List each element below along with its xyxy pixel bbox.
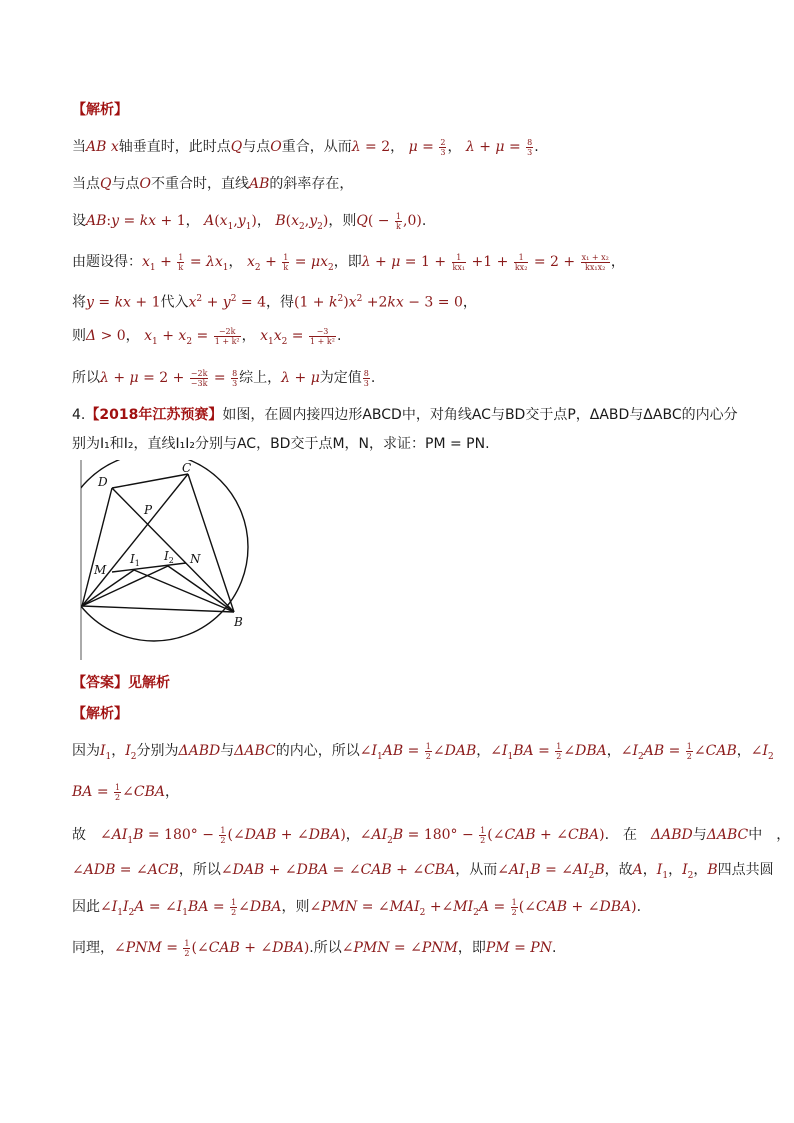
solution-line-5: 将y = kx + 1代入$x^2 + y^2 = 4$，得$(1 + k^2)x^2 +2kx - 3 = 0$， [72, 294, 477, 311]
solution-line-3: 设AB:y = kx + 1， $A(x_1,y_1)$， $B(x_2,y_2)$，则Q( − $\frac{1}{k}$ ,0). [72, 211, 427, 232]
proof-line-2: BA = $\frac{1}{2}$ ∠CBA， [72, 782, 179, 802]
figure-lines [82, 474, 234, 612]
proof-line-5: 因此$\angle I_1I_2A$ = $\angle I_1BA$ = $\frac{1}{2}$ ∠DBA，则∠PMN = $\angle MAI_2$ $+\angle MI_2A$ = $\frac{1}{2}$ (∠CAB + ∠DBA). [72, 897, 642, 918]
label-B: B [234, 615, 243, 629]
problem-statement-line-2: 别为I₁和I₂，直线I₁I₂分别与AC，BD交于点M，N，求证：PM = PN. [72, 436, 490, 452]
solution-heading-1: 【解析】 [72, 102, 128, 118]
label-M: M [94, 563, 107, 577]
solution-line-2: 当点Q与点O不重合时，直线AB的斜率存在， [72, 176, 354, 192]
label-D: D [98, 475, 108, 489]
problem-source: 【2018年江苏预赛】 [85, 407, 223, 423]
solution-line-7: 所以λ + μ = 2 + $\frac{-2k}{-3k}$ = $\frac{8}{3}$ 综上，λ + μ为定值 $\frac{8}{3}$ . [72, 368, 376, 388]
solution-line-4: 由题设得：$x_1$ + $\frac{1}{k}$ = $\lambda x_1$， $x_2$ + $\frac{1}{k}$ = $\mu x_2$，即λ + μ = 1 + $\frac{1}{\text{kx₁}}$ +1 + $\frac{1}{\text{kx₂}}$ = 2 + $\frac{\text{x₁ + x₂}}{\text{kx₁x₂}}$ ， [72, 252, 625, 273]
label-N: N [190, 552, 201, 566]
label-C: C [182, 461, 192, 475]
problem-text-a: 如图，在圆内接四边形ABCD中，对角线AC与BD交于点P，ΔABD与ΔABC的内心分 [222, 407, 738, 423]
proof-line-1: 因为$I_1$，$I_2$分别为ΔABD与ΔABC的内心，所以$\angle I_1AB$ = $\frac{1}{2}$ ∠DAB，$\angle I_1BA$ = $\frac{1}{2}$ ∠DBA，$\angle I_2AB$ = $\frac{1}{2}$ ∠CAB，$\angle I_2$ [72, 741, 774, 762]
proof-line-6: 同理，∠PNM = $\frac{1}{2}$ (∠CAB + ∠DBA).所以∠PMN = ∠PNM，即PM = PN. [72, 938, 557, 958]
proof-line-3: 故 $\angle AI_1B = 180^\circ$ − $\frac{1}{2}$ (∠DAB + ∠DBA)，$\angle AI_2B = 180^\circ$ − $\frac{1}{2}$ (∠CAB + ∠CBA). 在 ΔABD与ΔABC中 ， [72, 825, 791, 846]
label-I2: $I_2$ [164, 549, 174, 565]
problem-number: 4 [72, 407, 81, 423]
label-I1: $I_1$ [130, 552, 140, 568]
label-P: P [144, 503, 153, 517]
problem-statement-line-1: 4.【2018年江苏预赛】如图，在圆内接四边形ABCD中，对角线AC与BD交于点P，ΔABD与ΔABC的内心分 [72, 407, 738, 423]
solution-heading-2: 【解析】 [72, 706, 128, 722]
geometry-figure [78, 460, 258, 660]
proof-line-4: ∠ADB = ∠ACB，所以∠DAB + ∠DBA = ∠CAB + ∠CBA，从而$\angle AI_1B$ = $\angle AI_2B$，故A，$I_1$，$I_2$，B四点共圆 [72, 862, 774, 881]
solution-line-6: 则Δ > 0， $x_1 + x_2$ = $\frac{-2k}{\text{1 + k²}}$ ， $x_1x_2$ = $\frac{-3}{\text{1 + k²}}$ . [72, 326, 342, 347]
solution-line-1: 当AB x轴垂直时，此时点Q与点O重合，从而λ = 2， μ = $\frac{2}{3}$ ， λ + μ = $\frac{8}{3}$ . [72, 137, 539, 157]
answer-heading: 【答案】见解析 [72, 675, 170, 691]
